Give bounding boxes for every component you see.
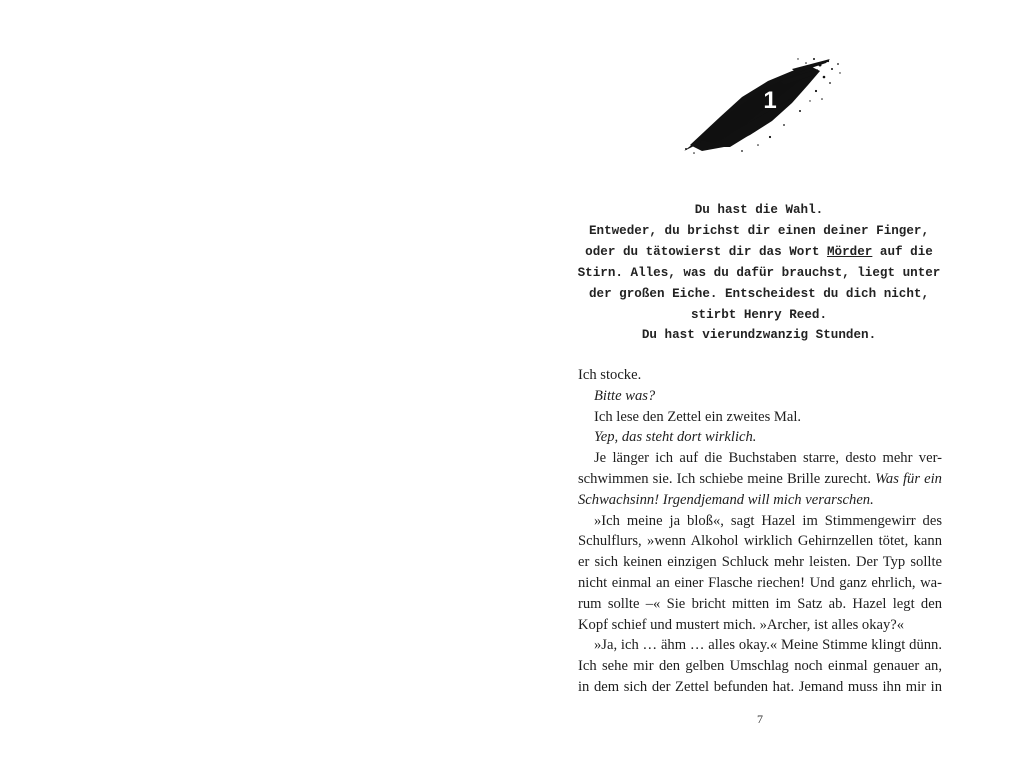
note-text: oder du tätowierst dir das Wort xyxy=(585,244,827,259)
note-line: Du hast vierundzwanzig Stunden. xyxy=(641,328,877,343)
italic-thought: Was für ein xyxy=(875,470,942,487)
note-line: Du hast die Wahl. xyxy=(694,203,824,217)
text-line: »Ich meine ja bloß«, sagt Hazel im Stimmengewirr des xyxy=(594,512,942,529)
text-line: er sich keinen einzigen Schluck mehr leisten. Der Typ sollte xyxy=(578,554,942,571)
note-line: Stirn. Alles, was du dafür brauchst, liegt unter xyxy=(577,265,941,280)
text-line: nicht einmal an einer Flasche riechen! Und ganz ehrlich, wa- xyxy=(578,574,942,591)
text-line: rum sollte –« Sie bricht mitten im Satz ab. Hazel legt den xyxy=(578,595,942,612)
text-line: Ich lese den Zettel ein zweites Mal. xyxy=(594,408,802,425)
threat-note xyxy=(576,200,942,346)
note-line: der großen Eiche. Entscheidest du dich nicht, xyxy=(588,286,930,301)
chapter-number: 1 xyxy=(763,87,777,114)
page-number: 7 xyxy=(757,712,763,726)
right-page xyxy=(510,0,1020,775)
text-segment: schwimmen sie. Ich schiebe meine Brille zurecht. xyxy=(578,470,876,487)
text-line xyxy=(578,469,942,490)
text-line: Je länger ich auf die Buchstaben starre, desto mehr ver- xyxy=(594,450,942,467)
underlined-word: Mörder xyxy=(827,244,873,259)
note-line xyxy=(576,242,942,263)
text-line xyxy=(578,386,942,407)
text-line xyxy=(578,427,942,448)
chapter-heading xyxy=(680,55,850,155)
italic-thought: Schwachsinn! Irgendjemand will mich verarschen. xyxy=(578,491,874,508)
text-line: Schulflurs, »wenn Alkohol wirklich Gehirnzellen tötet, kann xyxy=(578,533,942,550)
text-line: Kopf schief und mustert mich. »Archer, ist alles okay?« xyxy=(578,616,905,633)
text-line xyxy=(578,490,942,511)
text-line: Ich sehe mir den gelben Umschlag noch einmal genauer an, xyxy=(578,658,942,675)
text-line: Ich stocke. xyxy=(578,367,642,383)
note-text: auf die xyxy=(872,244,933,259)
body-text xyxy=(578,365,942,698)
note-line: stirbt Henry Reed. xyxy=(690,307,828,322)
italic-thought: Bitte was? xyxy=(594,387,656,404)
text-line: in dem sich der Zettel befunden hat. Jemand muss ihn mir in xyxy=(578,678,942,695)
italic-thought: Yep, das steht dort wirklich. xyxy=(594,429,757,446)
text-line: »Ja, ich … ähm … alles okay.« Meine Stimme klingt dünn. xyxy=(594,637,942,654)
note-line: Entweder, du brichst dir einen deiner Finger, xyxy=(588,223,930,238)
